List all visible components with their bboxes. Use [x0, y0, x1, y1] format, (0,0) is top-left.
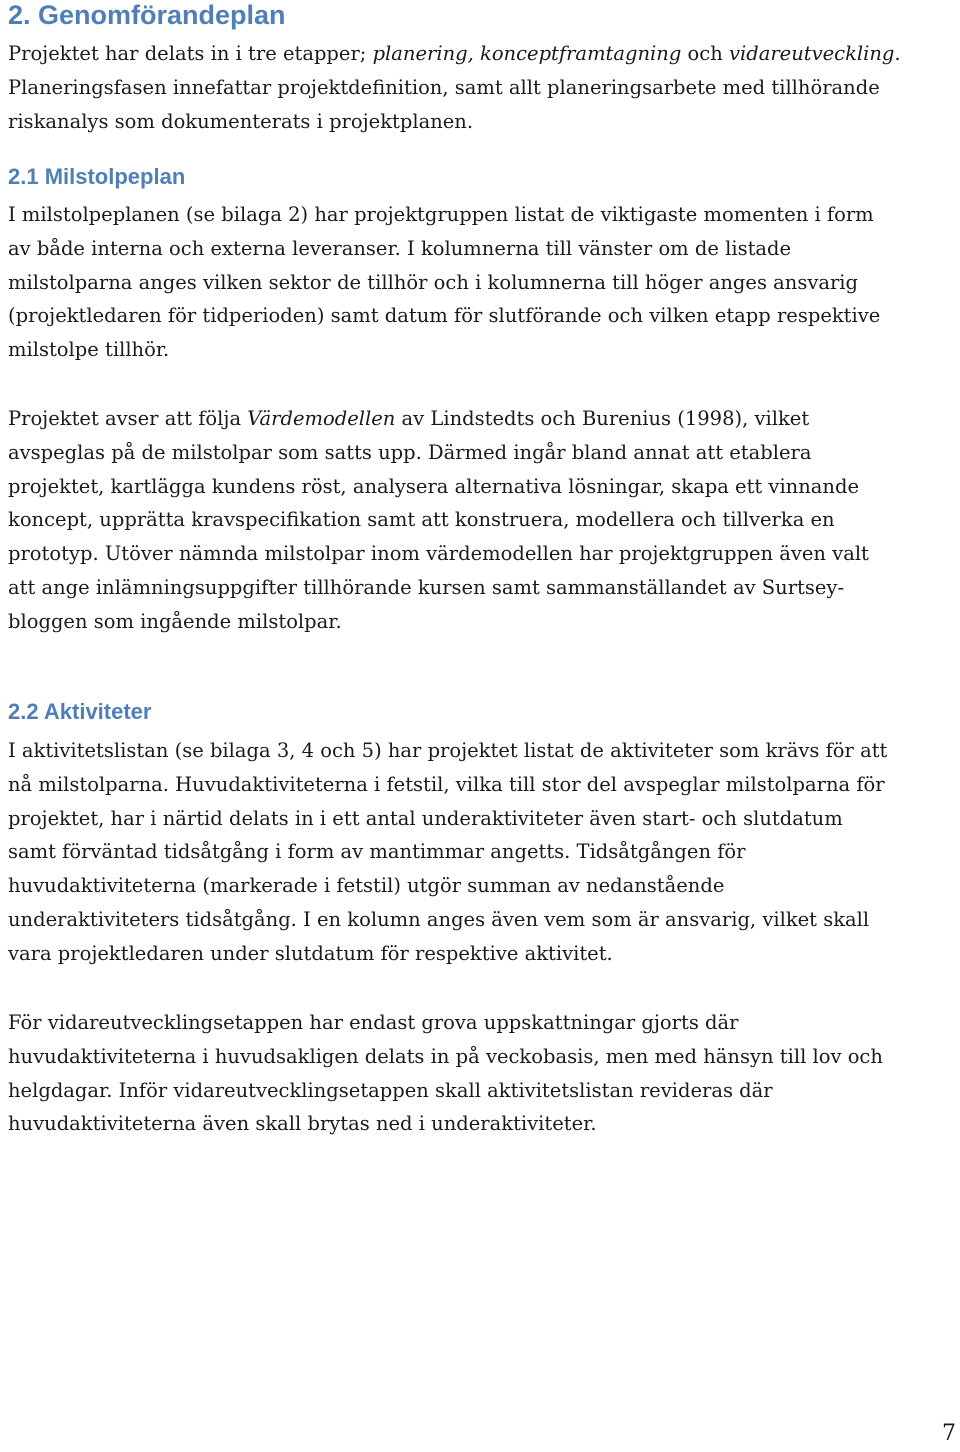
intro-line-1 — [8, 37, 956, 71]
milstolpeplan-heading: 2.1 Milstolpeplan — [8, 164, 186, 189]
text-run: Projektet avser att följa — [8, 407, 248, 430]
text-line: helgdagar. Inför vidareutvecklingsetappen skall aktivitetslistan revideras där — [8, 1078, 773, 1102]
text-line: att ange inlämningsuppgifter tillhörande kursen samt sammanställandet av Surtsey- — [8, 575, 845, 599]
text-line: av både interna och externa leveranser. I kolumnerna till vänster om de listade — [8, 236, 792, 260]
text-line: samt förväntad tidsåtgång i form av mantimmar angetts. Tidsåtgången för — [8, 840, 746, 864]
text-run: och — [681, 42, 729, 65]
text-line: projektet, har i närtid delats in i ett antal underaktiviteter även start- och slutdatum — [8, 806, 843, 830]
emphasis-vardemodellen: Värdemodellen — [247, 407, 396, 430]
text-line: huvudaktiviteterna även skall brytas ned i underaktiviteter. — [8, 1112, 597, 1136]
intro-line-3: riskanalys som dokumenterats i projektplanen. — [8, 109, 474, 133]
text-line: prototyp. Utöver nämnda milstolpar inom värdemodellen har projektgruppen även valt — [8, 542, 869, 566]
aktiviteter-paragraph-2 — [8, 1006, 956, 1141]
milstolpeplan-paragraph-2 — [8, 402, 956, 639]
emphasis-vidareutveckling: vidareutveckling — [728, 42, 895, 65]
text-line — [8, 402, 956, 436]
text-line: milstolparna anges vilken sektor de tillhör och i kolumnerna till höger anges ansvarig — [8, 270, 859, 294]
text-line: I milstolpeplanen (se bilaga 2) har projektgruppen listat de viktigaste momenten i form — [8, 203, 874, 226]
aktiviteter-heading: 2.2 Aktiviteter — [8, 699, 152, 724]
page-number: 7 — [942, 1421, 956, 1446]
text-run: av Lindstedts och Burenius (1998), vilket — [395, 407, 810, 430]
text-line: huvudaktiviteterna i huvudsakligen delats in på veckobasis, men med hänsyn till lov och — [8, 1044, 883, 1068]
text-line: För vidareutvecklingsetappen har endast grova uppskattningar gjorts där — [8, 1011, 739, 1034]
intro-paragraph — [8, 37, 956, 138]
text-line: milstolpe tillhör. — [8, 338, 170, 362]
milstolpeplan-paragraph-1 — [8, 198, 956, 367]
text-line: (projektledaren för tidperioden) samt datum för slutförande och vilken etapp respektive — [8, 304, 881, 328]
text-line: nå milstolparna. Huvudaktiviteterna i fetstil, vilka till stor del avspeglar milstolparna för — [8, 772, 885, 796]
text-line: bloggen som ingående milstolpar. — [8, 609, 342, 633]
intro-line-2: Planeringsfasen innefattar projektdefinition, samt allt planeringsarbete med tillhörande — [8, 75, 880, 99]
text-line: underaktiviteters tidsåtgång. I en kolumn anges även vem som är ansvarig, vilket skall — [8, 907, 870, 931]
emphasis-etapper: planering, konceptframtagning — [372, 42, 682, 65]
text-line: I aktivitetslistan (se bilaga 3, 4 och 5) har projektet listat de aktiviteter som krävs för att — [8, 739, 888, 762]
aktiviteter-paragraph-1 — [8, 734, 956, 971]
text-line: avspeglas på de milstolpar som satts upp. Därmed ingår bland annat att etablera — [8, 440, 812, 464]
text-line: vara projektledaren under slutdatum för respektive aktivitet. — [8, 941, 613, 965]
text-run: . — [894, 42, 901, 65]
text-line: koncept, upprätta kravspecifikation samt att konstruera, modellera och tillverka en — [8, 508, 835, 532]
text-run: Projektet har delats in i tre etapper; — [8, 42, 373, 65]
text-line: huvudaktiviteterna (markerade i fetstil) utgör summan av nedanstående — [8, 874, 725, 898]
text-line: projektet, kartlägga kundens röst, analysera alternativa lösningar, skapa ett vinnande — [8, 474, 860, 498]
section-heading: 2. Genomförandeplan — [8, 0, 286, 30]
